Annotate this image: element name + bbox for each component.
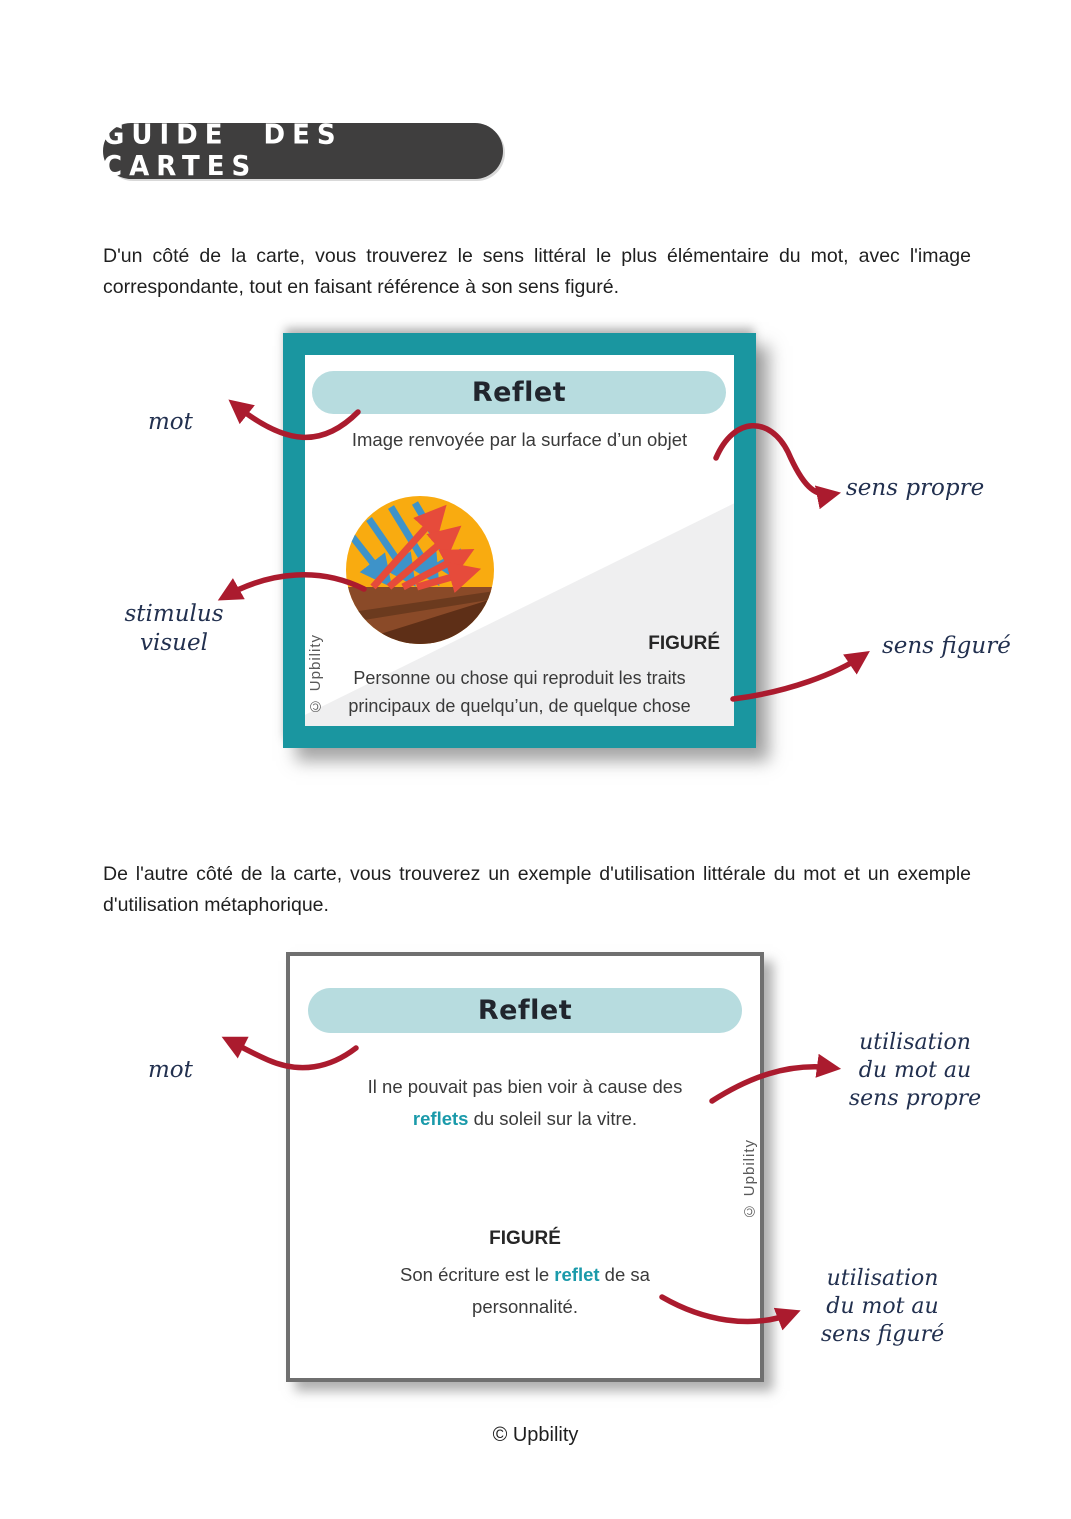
figurative-label-back: FIGURÉ	[489, 1228, 561, 1249]
figurative-example-suffix: de sa	[599, 1264, 650, 1285]
figurative-label-front: FIGURÉ	[648, 633, 720, 654]
copyright-watermark-front: © Upbility	[307, 633, 324, 714]
word-title-back: Reflet	[477, 995, 573, 1026]
annotation-utilisation-sens-figure: utilisation du mot au sens figuré	[820, 1266, 945, 1347]
annotation-mot-back: mot	[148, 1057, 193, 1083]
literal-example	[290, 1071, 760, 1135]
word-title-front: Reflet	[471, 377, 567, 408]
flashcard-front	[283, 333, 756, 748]
figurative-example-line2: personnalité.	[472, 1296, 578, 1317]
literal-example-highlight: reflets	[412, 1108, 469, 1129]
literal-example-line1: Il ne pouvait pas bien voir à cause des	[367, 1076, 683, 1097]
figurative-example	[290, 1259, 760, 1323]
annotation-sens-propre: sens propre	[846, 475, 985, 501]
word-pill-back	[308, 988, 742, 1033]
literal-definition: Image renvoyée par la surface d’un objet	[351, 429, 688, 450]
figurative-example-prefix: Son écriture est le	[400, 1264, 555, 1285]
intro-paragraph-back: De l'autre côté de la carte, vous trouverez un exemple d'utilisation littérale du mot et un exemple d'utilisation métaphorique.	[103, 862, 971, 916]
sun-reflection-icon	[345, 495, 495, 645]
flashcard-back-inner	[290, 956, 760, 1378]
word-pill-front	[312, 371, 726, 414]
annotation-stimulus-visuel: stimulus visuel	[124, 601, 224, 656]
figurative-definition-line2: principaux de quelqu’un, de quelque chose	[348, 696, 691, 716]
annotation-utilisation-sens-propre: utilisation du mot au sens propre	[848, 1030, 982, 1111]
copyright-watermark-back: © Upbility	[741, 1139, 758, 1220]
literal-example-rest: du soleil sur la vitre.	[468, 1108, 638, 1129]
figurative-definition	[305, 664, 734, 720]
annotation-mot-front: mot	[148, 409, 193, 435]
flashcard-back	[286, 952, 764, 1382]
annotation-sens-figure: sens figuré	[882, 633, 1011, 659]
figurative-definition-line1: Personne ou chose qui reproduit les traits	[353, 668, 686, 688]
intro-paragraph-front: D'un côté de la carte, vous trouverez le sens littéral le plus élémentaire du mot, avec l'image correspondante, tout en faisant référence à son sens figuré.	[103, 244, 971, 298]
page-title: GUIDE DES CARTES	[103, 119, 343, 183]
figurative-example-highlight: reflet	[554, 1264, 600, 1285]
footer-credit: © Upbility	[492, 1424, 579, 1446]
flashcard-front-inner	[305, 355, 734, 726]
page-title-banner	[103, 119, 503, 183]
